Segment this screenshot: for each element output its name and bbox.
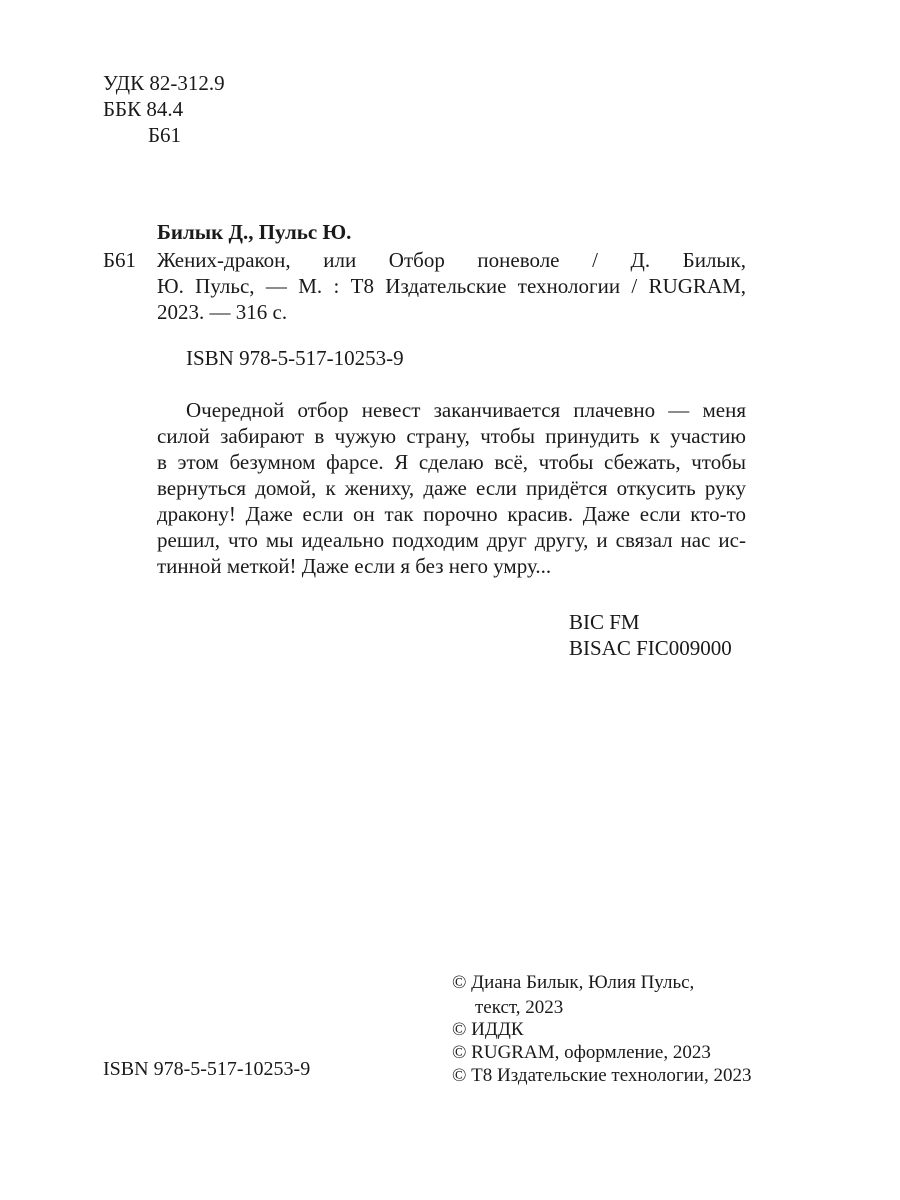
- bibliographic-line: Ю. Пульс, — М. : Т8 Издательские технологии / RUGRAM,: [157, 274, 746, 298]
- annotation-line: тинной меткой! Даже если я без него умру...: [157, 554, 552, 578]
- author-code: Б61: [148, 123, 182, 147]
- copyright-line: © ИДДК: [452, 1019, 524, 1040]
- bbk-code: ББК 84.4: [103, 97, 184, 121]
- annotation-line: решил, что мы идеально подходим друг другу, и связал нас ис-: [157, 528, 746, 552]
- annotation-line: вернуться домой, к жениху, даже если придётся откусить руку: [157, 476, 746, 500]
- annotation-line: силой забирают в чужую страну, чтобы принудить к участию: [157, 424, 746, 448]
- footer-isbn: ISBN 978-5-517-10253-9: [103, 1058, 311, 1080]
- bibliographic-line: Жених-дракон, или Отбор поневоле / Д. Билык,: [157, 248, 746, 272]
- annotation-line: дракону! Даже если он так порочно красив. Даже если кто-то: [157, 502, 746, 526]
- isbn-number: ISBN 978-5-517-10253-9: [186, 346, 404, 370]
- bibliographic-line: 2023. — 316 с.: [157, 300, 288, 324]
- udk-code: УДК 82-312.9: [103, 71, 225, 95]
- bic-code: BIC FM: [569, 610, 640, 634]
- copyright-line: текст, 2023: [475, 997, 564, 1018]
- annotation-line: Очередной отбор невест заканчивается плачевно — меня: [186, 398, 746, 422]
- copyright-line: © Диана Билык, Юлия Пульс,: [452, 972, 695, 993]
- copyright-line: © Т8 Издательские технологии, 2023: [452, 1065, 752, 1086]
- margin-author-code: Б61: [103, 248, 137, 272]
- annotation-line: в этом безумном фарсе. Я сделаю всё, чтобы сбежать, чтобы: [157, 450, 746, 474]
- authors-heading: Билык Д., Пульс Ю.: [157, 220, 352, 244]
- copyright-line: © RUGRAM, оформление, 2023: [452, 1042, 711, 1063]
- bisac-code: BISAC FIC009000: [569, 636, 732, 660]
